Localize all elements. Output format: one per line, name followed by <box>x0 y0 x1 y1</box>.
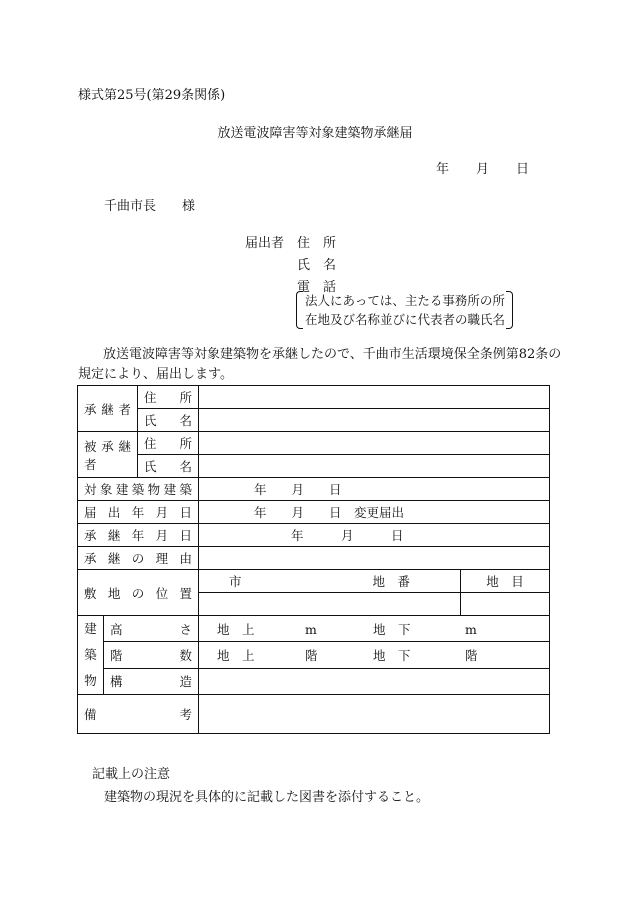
succession-reason-label: 承継の理由 <box>78 547 199 570</box>
height-below-unit: m <box>465 621 477 637</box>
notes-body: 建築物の現況を具体的に記載した図書を添付すること。 <box>104 790 430 805</box>
successor-address-field[interactable] <box>199 386 550 409</box>
building-label-2: 築 <box>84 647 97 662</box>
corp-note-line-1: 法人にあっては、主たる事務所の所 <box>305 293 505 308</box>
height-label: 高さ <box>104 616 199 642</box>
date-month: 月 <box>476 162 490 177</box>
date-year: 年 <box>436 162 450 177</box>
succession-reason-field[interactable] <box>199 547 550 570</box>
site-location-field[interactable] <box>199 593 461 616</box>
lot-number-label: 地 番 <box>345 570 461 593</box>
predecessor-name-label: 氏名 <box>138 455 199 478</box>
building-notice-date[interactable]: 年 月 日 <box>199 478 550 501</box>
successor-name-field[interactable] <box>199 409 550 432</box>
applicant-address-label: 住 所 <box>297 236 337 251</box>
document-title: 放送電波障害等対象建築物承継届 <box>217 126 413 141</box>
applicant-block <box>245 232 357 298</box>
building-label <box>78 616 104 695</box>
building-change-notice-date[interactable]: 年 月 日 変更届出 <box>199 501 550 524</box>
building-notice-label-1: 対象建築物建築 <box>78 478 199 501</box>
remarks-field[interactable] <box>199 695 550 734</box>
corp-note-line-2: 在地及び名称並びに代表者の職氏名 <box>305 312 506 327</box>
remarks-label: 備考 <box>78 695 199 734</box>
applicant-name-label: 氏 名 <box>297 258 337 273</box>
city-label: 市 <box>199 570 345 593</box>
floors-above-label: 地 上 <box>217 647 255 663</box>
height-above-label: 地 上 <box>217 621 255 637</box>
site-location-label: 敷地の位置 <box>78 570 199 616</box>
height-above-unit: m <box>305 621 317 637</box>
notes-title: 記載上の注意 <box>92 767 171 782</box>
right-bracket <box>506 291 513 329</box>
successor-name-label: 氏名 <box>138 409 199 432</box>
succession-form-table <box>77 385 550 734</box>
building-label-1: 建 <box>84 621 97 636</box>
floors-above-unit: 階 <box>305 647 318 663</box>
form-number: 様式第25号(第29条関係) <box>78 88 226 103</box>
predecessor-name-field[interactable] <box>199 455 550 478</box>
intro-line-1: 放送電波障害等対象建築物を承継したので、千曲市生活環境保全条例第82条の <box>103 347 562 362</box>
date-line <box>436 158 529 177</box>
corporation-note <box>296 291 505 329</box>
predecessor-label: 被承継者 <box>78 432 138 478</box>
applicant-label: 届出者 <box>245 236 285 251</box>
left-bracket <box>296 291 303 329</box>
applicant-phone-label: 電 話 <box>297 280 337 295</box>
land-category-field[interactable] <box>461 593 550 616</box>
date-day: 日 <box>516 162 530 177</box>
structure-label: 構造 <box>104 668 199 694</box>
floors-field[interactable] <box>199 642 550 668</box>
height-below-label: 地 下 <box>373 621 411 637</box>
succession-date-label: 承継年月日 <box>78 524 199 547</box>
intro-text <box>78 345 561 385</box>
height-field[interactable] <box>199 616 550 642</box>
predecessor-address-label: 住所 <box>138 432 199 455</box>
floors-below-label: 地 下 <box>373 647 411 663</box>
floors-below-unit: 階 <box>465 647 478 663</box>
addressee: 千曲市長 様 <box>104 199 196 214</box>
successor-label: 承継者 <box>78 386 138 432</box>
intro-line-2: 規定により、届出します。 <box>78 367 233 382</box>
succession-date-field[interactable]: 年 月 日 <box>199 524 550 547</box>
building-notice-label-2: 届出年月日 <box>78 501 199 524</box>
structure-field[interactable] <box>199 668 550 694</box>
predecessor-address-field[interactable] <box>199 432 550 455</box>
land-category-label: 地 目 <box>461 570 550 593</box>
successor-address-label: 住所 <box>138 386 199 409</box>
building-label-3: 物 <box>84 673 97 688</box>
floors-label: 階数 <box>104 642 199 668</box>
